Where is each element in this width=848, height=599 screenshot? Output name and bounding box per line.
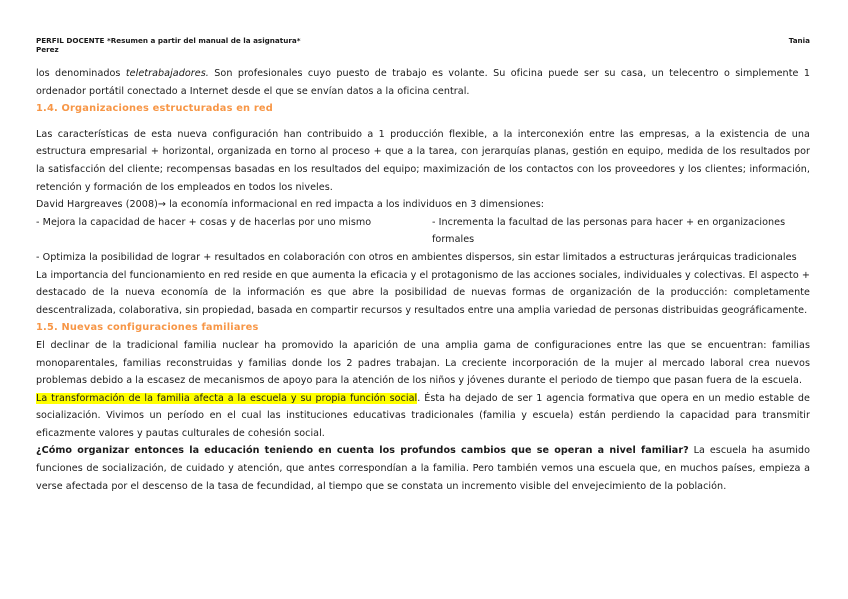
- section-heading-1-4: 1.4. Organizaciones estructuradas en red: [36, 103, 273, 115]
- p1-text-before: los denominados: [36, 68, 126, 79]
- bullet-item-capacidad: - Mejora la capacidad de hacer + cosas y de hacerlas por uno mismo: [36, 216, 372, 228]
- bullet-item-facultad: - Incrementa la facultad de las personas para hacer + en organizaciones formales: [432, 216, 786, 246]
- header-author-surname: Perez: [36, 45, 59, 54]
- spacer: [36, 118, 810, 126]
- paragraph-como-organizar: [36, 442, 810, 495]
- paragraph-transformacion: [36, 390, 810, 443]
- paragraph-teletrabajadores: [36, 65, 810, 100]
- p7-text-rest: La escuela ha asumido funciones de socialización, de cuidado y atención, que antes correspondían a la familia. Pero también vemos una escuela que, en muchos países, empieza a verse afectada por el descenso de la tasa de fecundidad, al tiempo que se constata un incremento visible del envejecimiento de la población.: [36, 445, 810, 492]
- p1-text-after: Son profesionales cuyo puesto de trabajo es volante. Su oficina puede ser su casa, un telecentro o simplemente 1 ordenador portátil conectado a Internet desde el que se envían datos a la oficina central.: [36, 68, 810, 97]
- p1-italic-term: teletrabajadores.: [125, 68, 209, 79]
- paragraph-importancia-red: La importancia del funcionamiento en red reside en que aumenta la eficacia y el protagonismo de las acciones sociales, individuales y colectivas. El aspecto + destacado de la nueva economía de la información es que abre la posibilidad de nuevas formas de organización de la producción: completamente descentralizada, colaborativa, sin propiedad, basada en compartir recursos y resultados entre una amplia variedad de personas distribuidas geográficamente.: [36, 269, 810, 316]
- paragraph-familia-nuclear: El declinar de la tradicional familia nuclear ha promovido la aparición de una amplia gama de configuraciones entre las que se encuentran: familias monoparentales, familias reconstruidas y familias donde los 2 padres trabajan. La creciente incorporación de la mujer al mercado laboral crea nuevos problemas debido a la escasez de mecanismos de apoyo para la atención de los niños y jóvenes durante el periodo de tiempo que pasan fuera de la escuela.: [36, 339, 810, 387]
- header-title: PERFIL DOCENTE *Resumen a partir del manual de la asignatura*: [36, 36, 301, 45]
- header-author-name: Tania: [788, 36, 810, 45]
- paragraph-configuracion: Las características de esta nueva configuración han contribuido a 1 producción flexible, a la interconexión entre las empresas, a la existencia de una estructura empresarial + horizontal, organizada en torno al proceso + que a la tarea, con jerarquías planas, gestión en equipo, medida de los resultados por la satisfacción del cliente; recompensas basadas en los resultados del equipo; maximización de los contactos con los proveedores y los clientes; información, retención y formación de los empleados en todos los niveles.: [36, 128, 810, 193]
- p6-text-rest: . Ésta ha dejado de ser 1 agencia formativa que opera en un medio estable de socialización. Vivimos un período en el cual las instituciones educativas tradicionales (familia y escuela) están perdiendo la capacidad para transmitir eficazmente valores y pautas culturales de cohesión social.: [36, 392, 811, 439]
- section-heading-1-5: 1.5. Nuevas configuraciones familiares: [36, 322, 259, 334]
- bullet-item-optimiza: - Optimiza la posibilidad de lograr + resultados en colaboración con otros en ambientes dispersos, sin estar limitados a estructuras jerárquicas tradicionales: [36, 251, 797, 263]
- header-left: [36, 36, 336, 54]
- bold-question: ¿Cómo organizar entonces la educación teniendo en cuenta los profundos cambios que se operan a nivel familiar?: [36, 445, 689, 457]
- paragraph-hargreaves: David Hargreaves (2008)→ la economía informacional en red impacta a los individuos en 3 dimensiones:: [36, 199, 545, 211]
- highlighted-sentence: La transformación de la familia afecta a la escuela y su propia función social: [36, 392, 418, 404]
- bullet-columns: [36, 214, 810, 249]
- document-body: [36, 65, 810, 495]
